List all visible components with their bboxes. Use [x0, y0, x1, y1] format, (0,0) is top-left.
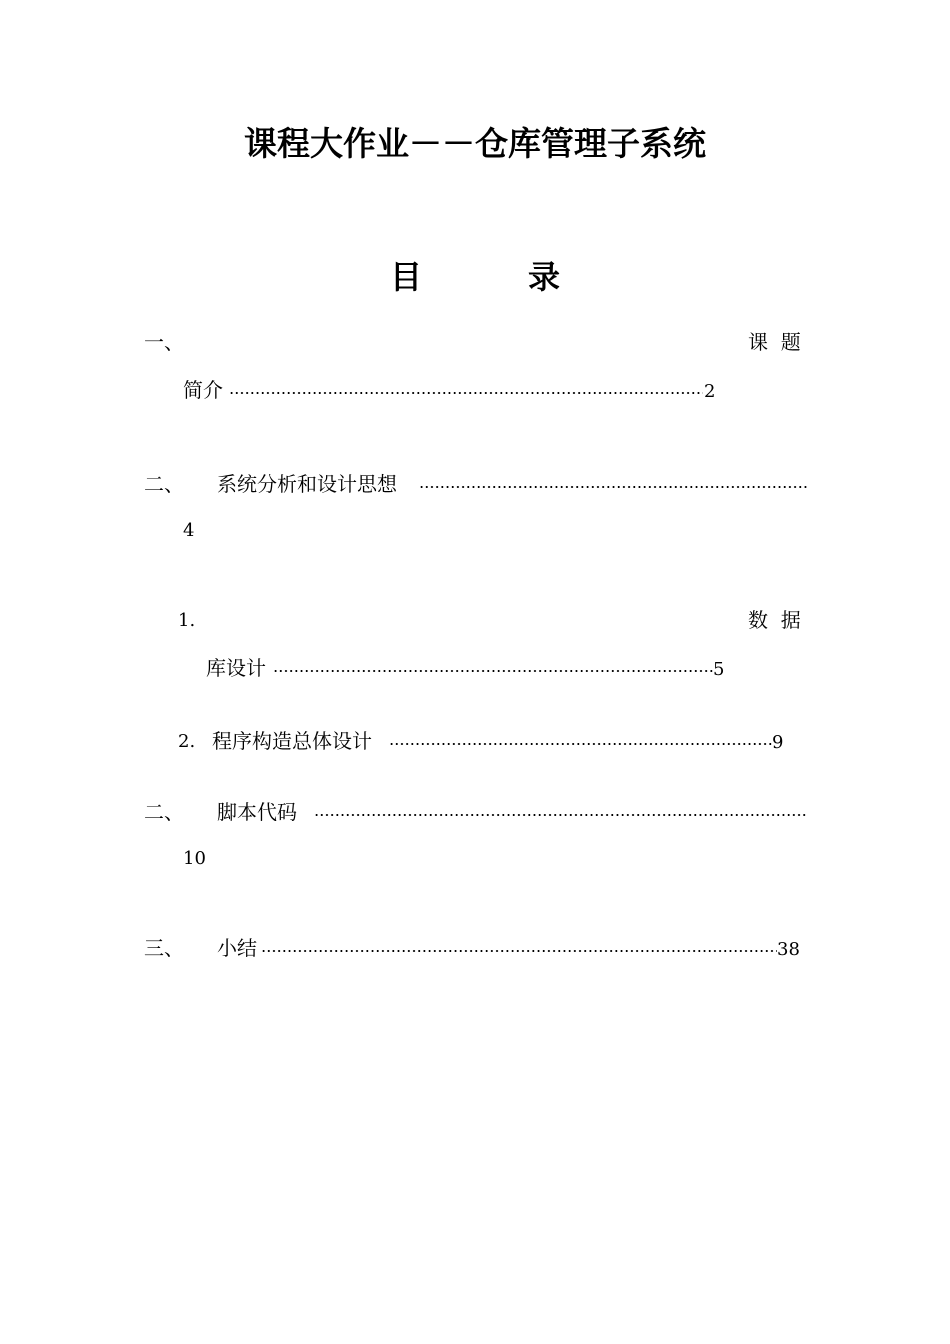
- toc-entry-4-marker: 三、: [144, 936, 184, 960]
- toc-entry-3-leader-dots: [314, 813, 806, 817]
- toc-entry-4-leader-dots: [261, 949, 777, 953]
- toc-heading-char-2: 录: [528, 258, 561, 296]
- toc-entry-1-page: 2: [704, 381, 716, 402]
- toc-entry-2-2-title: 程序构造总体设计: [212, 729, 372, 753]
- toc-entry-2-2-page: 9: [772, 732, 784, 753]
- toc-entry-2-1-title-line1: 数 据: [748, 608, 801, 632]
- toc-entry-2-1-leader-dots: [273, 669, 713, 673]
- toc-entry-2-leader-dots: [419, 485, 807, 489]
- toc-entry-2-marker: 二、: [144, 472, 184, 496]
- toc-entry-1-marker: 一、: [144, 330, 184, 354]
- toc-heading-char-1: 目: [390, 258, 423, 296]
- toc-entry-2-2-marker: 2.: [178, 731, 196, 752]
- toc-entry-3-title: 脚本代码: [217, 800, 297, 824]
- toc-entry-4-page: 38: [777, 939, 800, 960]
- toc-entry-2-1-page: 5: [713, 659, 725, 680]
- toc-entry-4-title: 小结: [217, 936, 257, 960]
- toc-entry-3-marker: 二、: [144, 800, 184, 824]
- toc-entry-2-1-marker: 1.: [178, 610, 196, 631]
- document-title: 课程大作业－－仓库管理子系统: [244, 124, 706, 163]
- toc-entry-2-page: 4: [183, 520, 195, 541]
- toc-entry-2-1-title-line2: 库设计: [206, 656, 266, 680]
- toc-entry-1-title-line2: 简介: [183, 378, 223, 402]
- toc-entry-2-2-leader-dots: [389, 742, 772, 746]
- toc-entry-1-title-line1: 课 题: [748, 330, 801, 354]
- toc-entry-3-page: 10: [183, 848, 206, 869]
- toc-entry-2-title: 系统分析和设计思想: [217, 472, 397, 496]
- toc-entry-1-leader-dots: [229, 391, 703, 395]
